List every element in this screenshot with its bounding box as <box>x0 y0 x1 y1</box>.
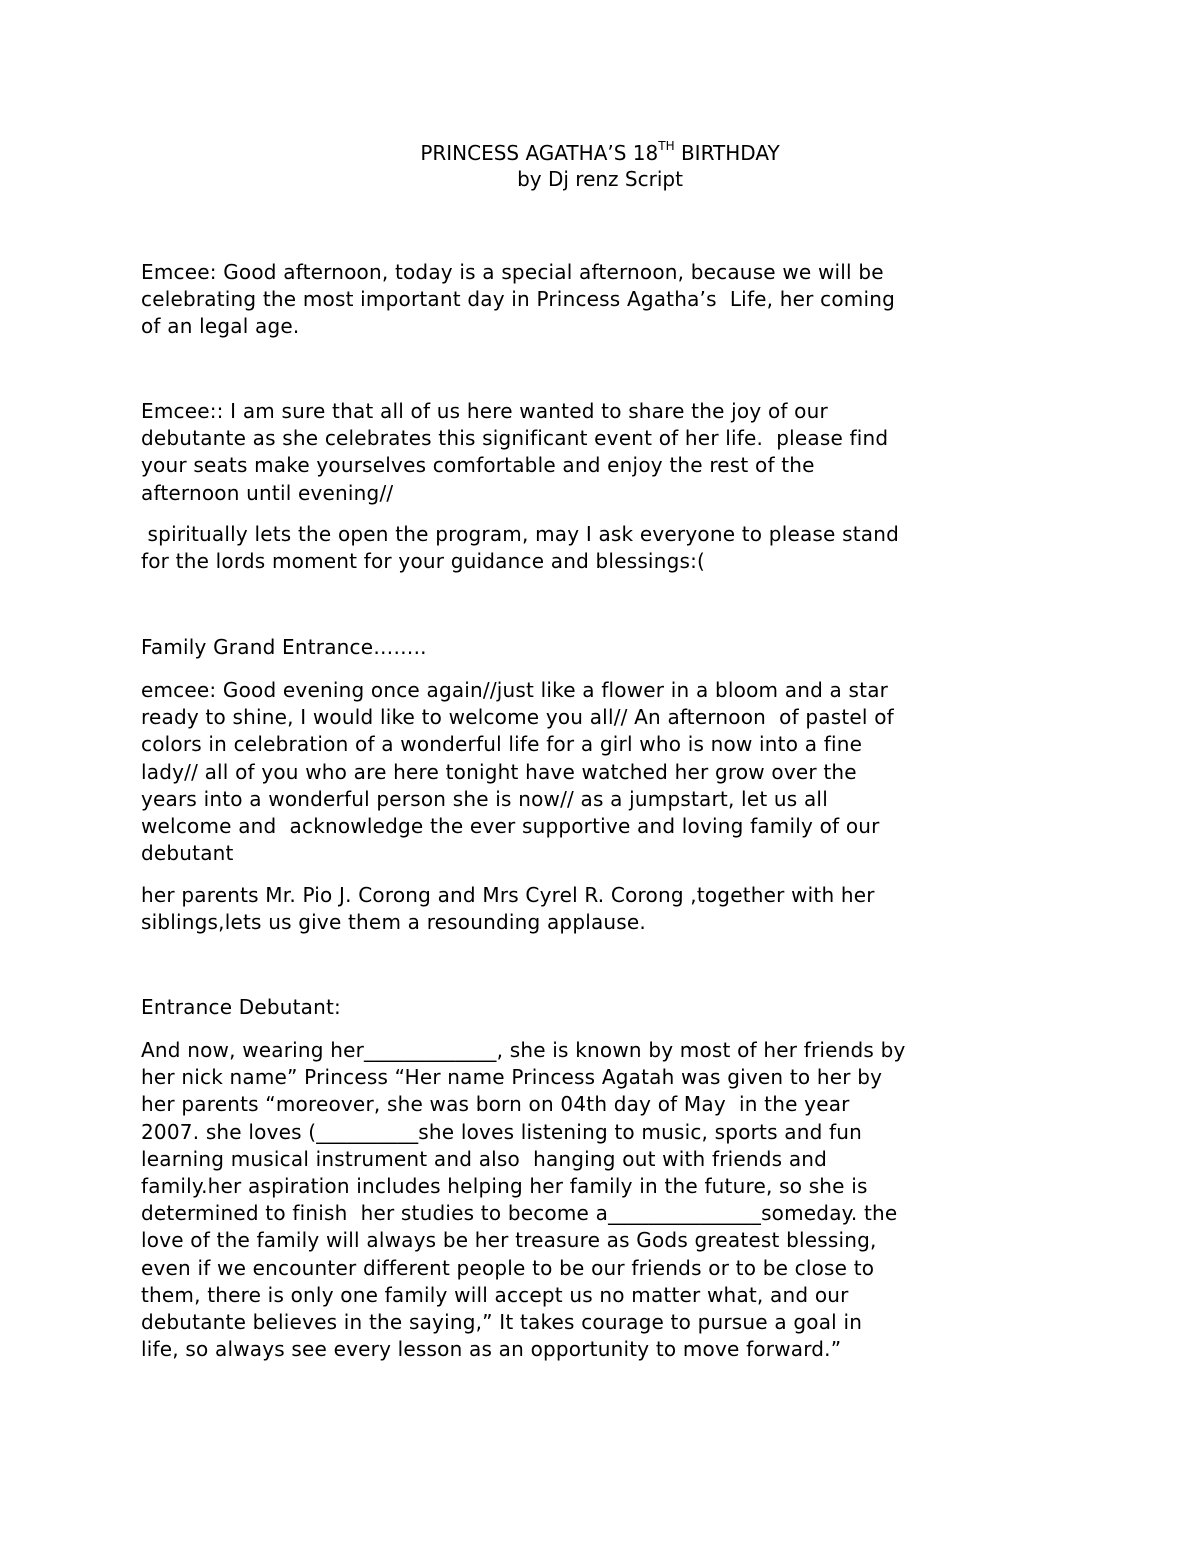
text-line: family.her aspiration includes helping her family in the future, so she is <box>141 1174 868 1199</box>
section-heading-debutant-entrance <box>141 994 1081 1021</box>
text-line: determined to finish her studies to become a_______________someday. the <box>141 1201 898 1226</box>
text-line: siblings,lets us give them a resounding applause. <box>141 910 646 935</box>
text-line: Entrance Debutant: <box>141 995 341 1019</box>
text-line: learning musical instrument and also hanging out with friends and <box>141 1146 828 1171</box>
text-line: love of the family will always be her treasure as Gods greatest blessing, <box>141 1228 877 1253</box>
document-subtitle: by Dj renz Script <box>517 167 683 191</box>
paragraph-welcome <box>141 398 1081 507</box>
text-line: debutante as she celebrates this significant event of her life. please find <box>141 426 889 451</box>
text-line: of an legal age. <box>141 314 300 339</box>
text-line: her parents Mr. Pio J. Corong and Mrs Cyrel R. Corong ,together with her <box>141 883 875 907</box>
text-line: her parents “moreover, she was born on 04th day of May in the year <box>141 1092 850 1117</box>
text-line: spiritually lets the open the program, may I ask everyone to please stand <box>141 522 899 546</box>
text-line: for the lords moment for your guidance and blessings:( <box>141 549 706 574</box>
document-title <box>0 140 1200 166</box>
text-line: colors in celebration of a wonderful life for a girl who is now into a fine <box>141 732 863 757</box>
paragraph-debutant <box>141 1037 1081 1363</box>
text-line: ready to shine, I would like to welcome you all// An afternoon of pastel of <box>141 705 894 730</box>
text-line: life, so always see every lesson as an opportunity to move forward.” <box>141 1337 842 1362</box>
text-line: years into a wonderful person she is now// as a jumpstart, let us all <box>141 786 828 811</box>
title-block <box>0 140 1200 192</box>
text-line: afternoon until evening// <box>141 480 394 505</box>
text-line: her nick name” Princess “Her name Princess Agatah was given to her by <box>141 1065 883 1090</box>
text-line: emcee: Good evening once again//just like a flower in a bloom and a star <box>141 678 889 702</box>
text-line: celebrating the most important day in Princess Agatha’s Life, her coming <box>141 287 896 312</box>
title-suffix: BIRTHDAY <box>674 141 780 165</box>
paragraph-evening <box>141 677 1081 867</box>
text-line: debutant <box>141 841 234 866</box>
text-line: 2007. she loves (__________she loves listening to music, sports and fun <box>141 1119 863 1144</box>
text-line: Emcee:: I am sure that all of us here wanted to share the joy of our <box>141 399 828 423</box>
text-line: even if we encounter different people to be our friends or to be close to <box>141 1255 875 1280</box>
text-line: Family Grand Entrance…….. <box>141 635 427 659</box>
text-line: lady// all of you who are here tonight have watched her grow over the <box>141 759 857 784</box>
text-line: welcome and acknowledge the ever supportive and loving family of our <box>141 814 880 839</box>
text-line: them, there is only one family will accept us no matter what, and our <box>141 1282 849 1307</box>
text-line: Emcee: Good afternoon, today is a special afternoon, because we will be <box>141 260 884 284</box>
paragraph-intro <box>141 259 1081 341</box>
text-line: your seats make yourselves comfortable and enjoy the rest of the <box>141 453 815 478</box>
title-superscript: TH <box>658 139 675 154</box>
title-main: PRINCESS AGATHA’S 18 <box>420 141 659 165</box>
section-heading-family-entrance <box>141 634 1081 661</box>
paragraph-prayer <box>141 521 1081 575</box>
text-line: debutante believes in the saying,” It takes courage to pursue a goal in <box>141 1310 863 1335</box>
paragraph-parents <box>141 882 1081 936</box>
text-line: And now, wearing her_____________, she is known by most of her friends by <box>141 1038 906 1062</box>
